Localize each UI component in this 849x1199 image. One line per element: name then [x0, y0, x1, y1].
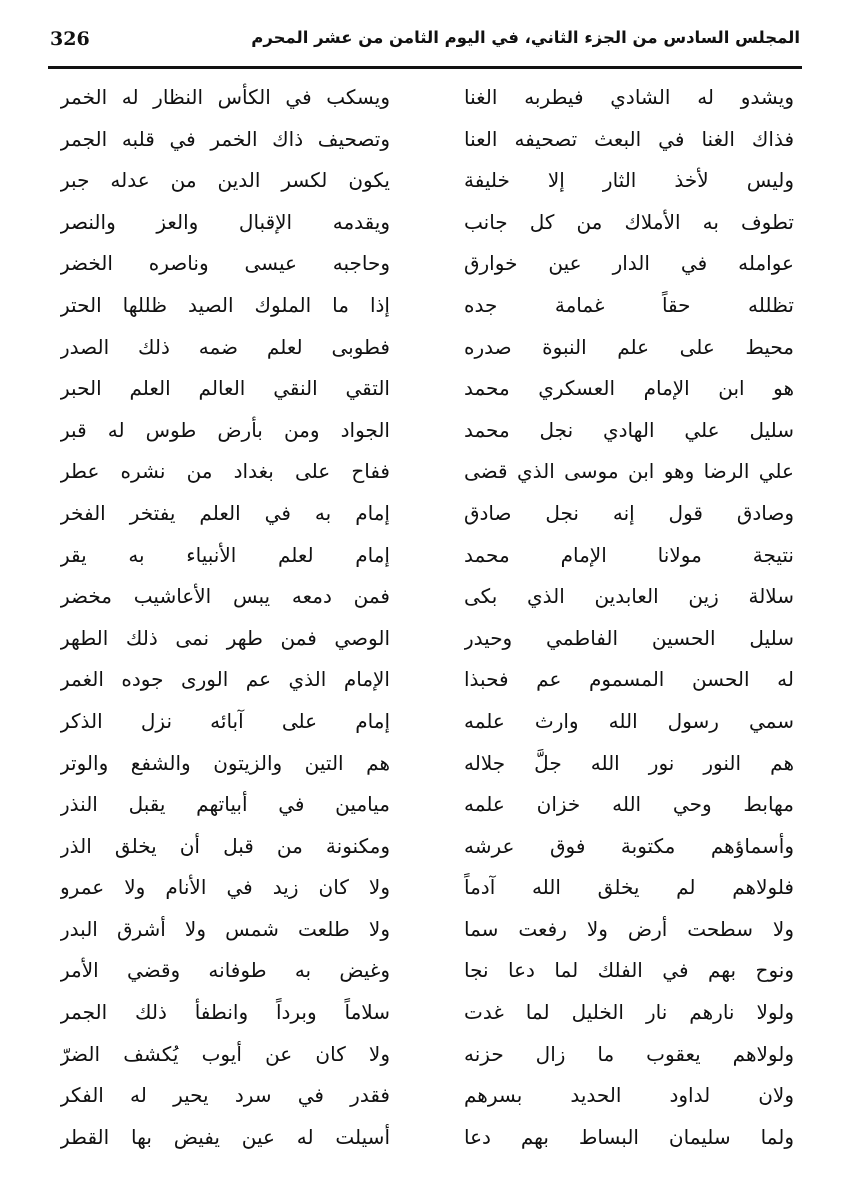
verse-first-hemistich: سمي رسول الله وارث علمه	[464, 708, 794, 733]
verse-first-hemistich: له الحسن المسموم عم فحبذا	[464, 667, 794, 692]
verse-second-hemistich: الإمام الذي عم الورى جوده الغمر	[60, 667, 390, 692]
verse-second-hemistich: وحاجبه عيسى وناصره الخضر	[60, 251, 390, 276]
verse-first-hemistich: سليل علي الهادي نجل محمد	[464, 417, 794, 442]
running-title: المجلس السادس من الجزء الثاني، في اليوم الثامن من عشر المحرم	[251, 28, 800, 47]
verse-first-hemistich: ولولاهم يعقوب ما زال حزنه	[464, 1041, 794, 1066]
verse-line	[60, 577, 794, 619]
verse-first-hemistich: ولا سطحت أرض ولا رفعت سما	[464, 916, 794, 941]
verse-first-hemistich: سليل الحسين الفاطمي وحيدر	[464, 625, 794, 650]
verse-second-hemistich: فقدر في سرد يحير له الفكر	[60, 1083, 390, 1108]
verse-second-hemistich: ومكنونة من قبل أن يخلق الذر	[60, 833, 390, 858]
verse-second-hemistich: ويقدمه الإقبال والعز والنصر	[60, 209, 390, 234]
verse-line	[60, 993, 794, 1035]
verse-second-hemistich: فطوبى لعلم ضمه ذلك الصدر	[60, 334, 390, 359]
header-rule	[48, 66, 802, 69]
verse-first-hemistich: محيط على علم النبوة صدره	[464, 334, 794, 359]
verse-second-hemistich: إمام على آبائه نزل الذكر	[60, 708, 390, 733]
verse-line	[60, 1035, 794, 1077]
verse-first-hemistich: وصادق قول إنه نجل صادق	[464, 500, 794, 525]
verse-second-hemistich: إمام به في العلم يفتخر الفخر	[60, 500, 390, 525]
poem-body	[60, 78, 794, 1159]
verse-line	[60, 161, 794, 203]
verse-line	[60, 827, 794, 869]
verse-second-hemistich: الوصي فمن طهر نمى ذلك الطهر	[60, 625, 390, 650]
verse-first-hemistich: هم النور نور الله جلَّ جلاله	[464, 750, 794, 775]
verse-line	[60, 411, 794, 453]
verse-line	[60, 619, 794, 661]
verse-line	[60, 1076, 794, 1118]
verse-second-hemistich: ميامين في أبياتهم يقبل النذر	[60, 792, 390, 817]
verse-line	[60, 286, 794, 328]
verse-line	[60, 1118, 794, 1160]
verse-line	[60, 951, 794, 993]
verse-line	[60, 78, 794, 120]
verse-first-hemistich: وأسماؤهم مكتوبة فوق عرشه	[464, 833, 794, 858]
verse-first-hemistich: علي الرضا وهو ابن موسى الذي قضى	[464, 459, 794, 484]
verse-second-hemistich: وتصحيف ذاك الخمر في قلبه الجمر	[60, 126, 390, 151]
verse-line	[60, 744, 794, 786]
verse-second-hemistich: ويسكب في الكأس النظار له الخمر	[60, 85, 390, 109]
verse-second-hemistich: يكون لكسر الدين من عدله جبر	[60, 168, 390, 193]
verse-second-hemistich: إذا ما الملوك الصيد ظللها الحتر	[60, 292, 390, 317]
verse-line	[60, 244, 794, 286]
verse-second-hemistich: التقي النقي العالم العلم الحبر	[60, 376, 390, 401]
verse-line	[60, 452, 794, 494]
verse-first-hemistich: ولان لداود الحديد بسرهم	[464, 1083, 794, 1108]
verse-line	[60, 203, 794, 245]
verse-first-hemistich: فذاك الغنا في البعث تصحيفه العنا	[464, 126, 794, 151]
verse-second-hemistich: وغيض به طوفانه وقضي الأمر	[60, 958, 390, 983]
page-number: 326	[50, 28, 90, 50]
verse-first-hemistich: ولما سليمان البساط بهم دعا	[464, 1124, 794, 1149]
verse-first-hemistich: هو ابن الإمام العسكري محمد	[464, 376, 794, 401]
verse-second-hemistich: ولا كان زيد في الأنام ولا عمرو	[60, 875, 390, 900]
verse-first-hemistich: نتيجة مولانا الإمام محمد	[464, 542, 794, 567]
verse-line	[60, 910, 794, 952]
verse-first-hemistich: مهابط وحي الله خزان علمه	[464, 792, 794, 817]
verse-second-hemistich: ولا طلعت شمس ولا أشرق البدر	[60, 916, 390, 941]
verse-second-hemistich: ولا كان عن أيوب يُكشف الضرّ	[60, 1041, 390, 1066]
verse-second-hemistich: أسيلت له عين يفيض بها القطر	[60, 1124, 390, 1149]
verse-line	[60, 868, 794, 910]
verse-line	[60, 702, 794, 744]
verse-second-hemistich: إمام لعلم الأنبياء به يقر	[60, 542, 390, 567]
verse-first-hemistich: ولولا نارهم نار الخليل لما غدت	[464, 1000, 794, 1025]
verse-first-hemistich: تظلله حقاً غمامة جده	[464, 292, 794, 317]
verse-second-hemistich: فمن دمعه يبس الأعاشيب مخضر	[60, 584, 390, 609]
verse-line	[60, 369, 794, 411]
verse-line	[60, 536, 794, 578]
verse-second-hemistich: سلاماً وبرداً وانطفأ ذلك الجمر	[60, 1000, 390, 1025]
verse-first-hemistich: ويشدو له الشادي فيطربه الغنا	[464, 85, 794, 109]
verse-first-hemistich: تطوف به الأملاك من كل جانب	[464, 209, 794, 234]
verse-first-hemistich: عوامله في الدار عين خوارق	[464, 251, 794, 276]
verse-line	[60, 120, 794, 162]
verse-line	[60, 494, 794, 536]
verse-line	[60, 660, 794, 702]
page-header	[50, 26, 800, 66]
verse-first-hemistich: وليس لأخذ الثار إلا خليفة	[464, 168, 794, 193]
verse-second-hemistich: ففاح على بغداد من نشره عطر	[60, 459, 390, 484]
verse-first-hemistich: سلالة زين العابدين الذي بكى	[464, 584, 794, 609]
verse-second-hemistich: الجواد ومن بأرض طوس له قبر	[60, 417, 390, 442]
verse-first-hemistich: ونوح بهم في الفلك لما دعا نجا	[464, 958, 794, 983]
verse-line	[60, 785, 794, 827]
verse-first-hemistich: فلولاهم لم يخلق الله آدماً	[464, 875, 794, 900]
verse-second-hemistich: هم التين والزيتون والشفع والوتر	[60, 750, 390, 775]
verse-line	[60, 328, 794, 370]
